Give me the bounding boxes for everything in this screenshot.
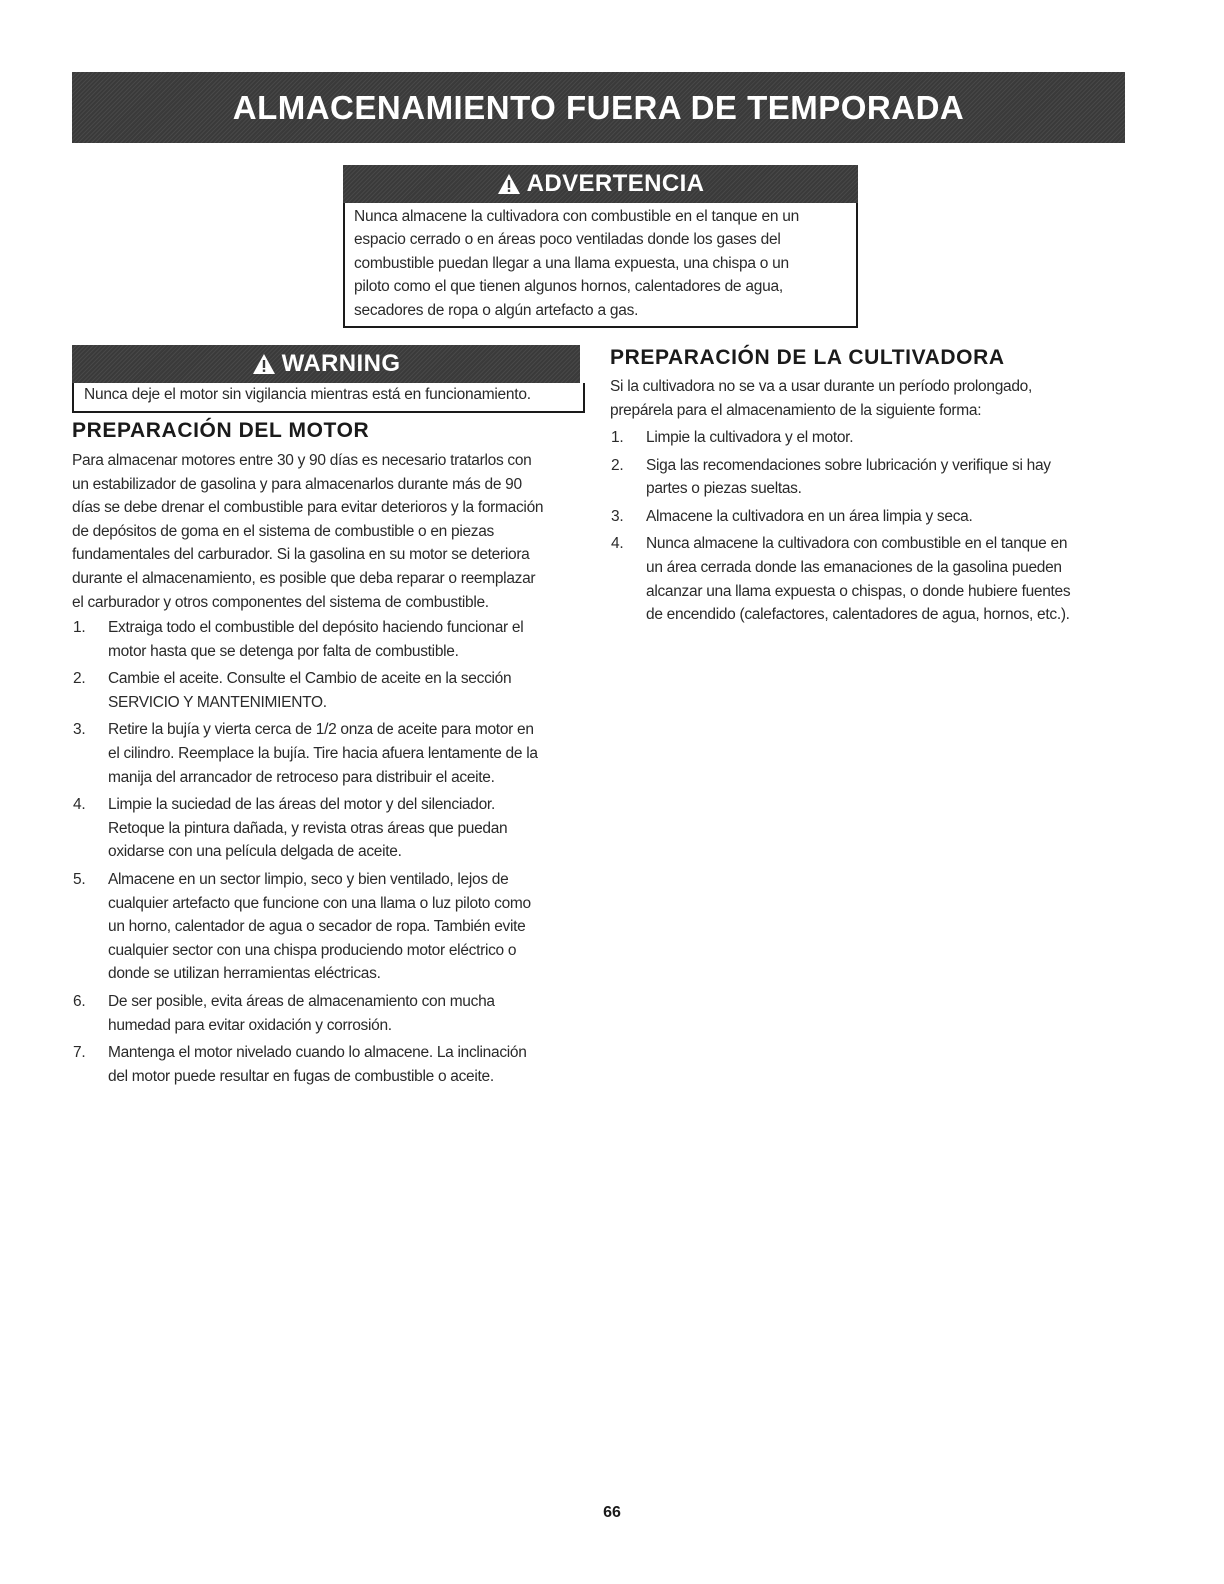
warning-header xyxy=(72,345,580,383)
motor-steps-list xyxy=(73,616,593,1092)
warning-triangle-icon xyxy=(252,353,276,375)
motor-section-title: PREPARACIÓN DEL MOTOR xyxy=(72,419,370,442)
step-line: humedad para evitar oxidación y corrosión. xyxy=(108,1016,392,1034)
step-line: oxidarse con una película delgada de aceite. xyxy=(108,843,402,861)
step-number: 5. xyxy=(73,870,86,888)
warning-box xyxy=(72,345,585,412)
step-line: un área cerrada donde las emanaciones de la gasolina pueden xyxy=(646,558,1062,576)
cultivadora-section-title: PREPARACIÓN DE LA CULTIVADORA xyxy=(610,346,1005,369)
step-number: 4. xyxy=(73,796,86,814)
step-line: cualquier sector con una chispa produciendo motor eléctrico o xyxy=(108,941,517,959)
cultivadora-steps-list xyxy=(611,426,1131,631)
step-number: 1. xyxy=(73,619,86,636)
step-line: Limpie la suciedad de las áreas del motor y del silenciador. xyxy=(108,796,495,814)
warning-text: Nunca deje el motor sin vigilancia mientras está en funcionamiento. xyxy=(72,383,585,413)
step-line: donde se utilizan herramientas eléctricas. xyxy=(108,965,381,983)
step-line: el cilindro. Reemplace la bujía. Tire hacia afuera lentamente de la xyxy=(108,744,538,762)
step-line: alcanzar una llama expuesta o chispas, o donde hubiere fuentes xyxy=(646,582,1071,600)
motor-intro-line: Para almacenar motores entre 30 y 90 días es necesario tratarlos con xyxy=(72,452,532,469)
page-banner xyxy=(72,72,1125,143)
step-number: 2. xyxy=(73,670,86,688)
motor-intro-line: el carburador y otros componentes del sistema de combustible. xyxy=(72,593,489,611)
step-line: SERVICIO Y MANTENIMIENTO. xyxy=(108,693,327,711)
step-number: 4. xyxy=(611,535,624,553)
list-item xyxy=(611,505,1131,529)
motor-intro-line: días se debe drenar el combustible para evitar deterioros y la formación xyxy=(72,499,544,517)
list-item xyxy=(73,616,593,663)
step-line: cualquier artefacto que funcione con una llama o luz piloto como xyxy=(108,894,531,912)
step-line: Retoque la pintura dañada, y revista otras áreas que puedan xyxy=(108,819,508,837)
motor-intro-line: de depósitos de goma en el sistema de combustible o en piezas xyxy=(72,522,494,540)
step-line: manija del arrancador de retroceso para distribuir el aceite. xyxy=(108,768,495,786)
step-number: 3. xyxy=(73,721,86,739)
step-number: 7. xyxy=(73,1044,86,1062)
list-item xyxy=(611,532,1131,626)
list-item xyxy=(611,454,1131,501)
cultivadora-intro-line: prepárela para el almacenamiento de la siguiente forma: xyxy=(610,401,982,419)
cultivadora-intro xyxy=(610,375,1130,422)
list-item xyxy=(73,990,593,1037)
advertencia-line: Nunca almacene la cultivadora con combustible en el tanque en un xyxy=(354,208,799,225)
step-number: 3. xyxy=(611,507,624,525)
advertencia-text xyxy=(343,203,858,328)
motor-intro xyxy=(72,449,592,614)
advertencia-line: secadores de ropa o algún artefacto a gas. xyxy=(354,301,639,319)
list-item xyxy=(73,718,593,789)
step-line: De ser posible, evita áreas de almacenamiento con mucha xyxy=(108,992,495,1010)
list-item xyxy=(73,793,593,864)
step-line: un horno, calentador de agua o secador de ropa. También evite xyxy=(108,918,526,936)
step-line: Mantenga el motor nivelado cuando lo almacene. La inclinación xyxy=(108,1044,527,1062)
step-line: Limpie la cultivadora y el motor. xyxy=(646,429,854,446)
warning-label: WARNING xyxy=(281,350,401,377)
list-item xyxy=(73,667,593,714)
advertencia-line: combustible puedan llegar a una llama expuesta, una chispa o un xyxy=(354,254,789,272)
step-line: Retire la bujía y vierta cerca de 1/2 onza de aceite para motor en xyxy=(108,721,534,739)
step-line: partes o piezas sueltas. xyxy=(646,480,802,498)
cultivadora-intro-line: Si la cultivadora no se va a usar durante un período prolongado, xyxy=(610,378,1032,395)
motor-intro-line: un estabilizador de gasolina y para almacenarlos durante más de 90 xyxy=(72,475,522,493)
step-line: del motor puede resultar en fugas de combustible o aceite. xyxy=(108,1067,494,1085)
banner-title: ALMACENAMIENTO FUERA DE TEMPORADA xyxy=(232,88,965,126)
motor-intro-line: durante el almacenamiento, es posible que deba reparar o reemplazar xyxy=(72,569,536,587)
page-number: 66 xyxy=(603,1504,621,1521)
step-line: de encendido (calefactores, calentadores de agua, hornos, etc.). xyxy=(646,606,1070,624)
list-item xyxy=(611,426,1131,450)
advertencia-line: espacio cerrado o en áreas poco ventiladas donde los gases del xyxy=(354,231,781,249)
step-line: Siga las recomendaciones sobre lubricación y verifique si hay xyxy=(646,456,1051,474)
advertencia-box xyxy=(343,165,858,328)
advertencia-label: ADVERTENCIA xyxy=(526,170,705,197)
advertencia-header xyxy=(343,165,858,203)
step-number: 2. xyxy=(611,456,624,474)
list-item xyxy=(73,1041,593,1088)
step-line: motor hasta que se detenga por falta de combustible. xyxy=(108,642,459,660)
warning-triangle-icon xyxy=(497,173,521,195)
step-line: Almacene en un sector limpio, seco y bien ventilado, lejos de xyxy=(108,870,509,888)
step-line: Cambie el aceite. Consulte el Cambio de aceite en la sección xyxy=(108,670,512,688)
step-number: 6. xyxy=(73,992,86,1010)
list-item xyxy=(73,868,593,986)
advertencia-line: piloto como el que tienen algunos hornos, calentadores de agua, xyxy=(354,278,783,296)
step-line: Nunca almacene la cultivadora con combustible en el tanque en xyxy=(646,535,1068,553)
step-number: 1. xyxy=(611,429,624,446)
step-line: Extraiga todo el combustible del depósito haciendo funcionar el xyxy=(108,619,524,636)
step-line: Almacene la cultivadora en un área limpia y seca. xyxy=(646,507,973,525)
motor-intro-line: fundamentales del carburador. Si la gasolina en su motor se deteriora xyxy=(72,546,530,564)
